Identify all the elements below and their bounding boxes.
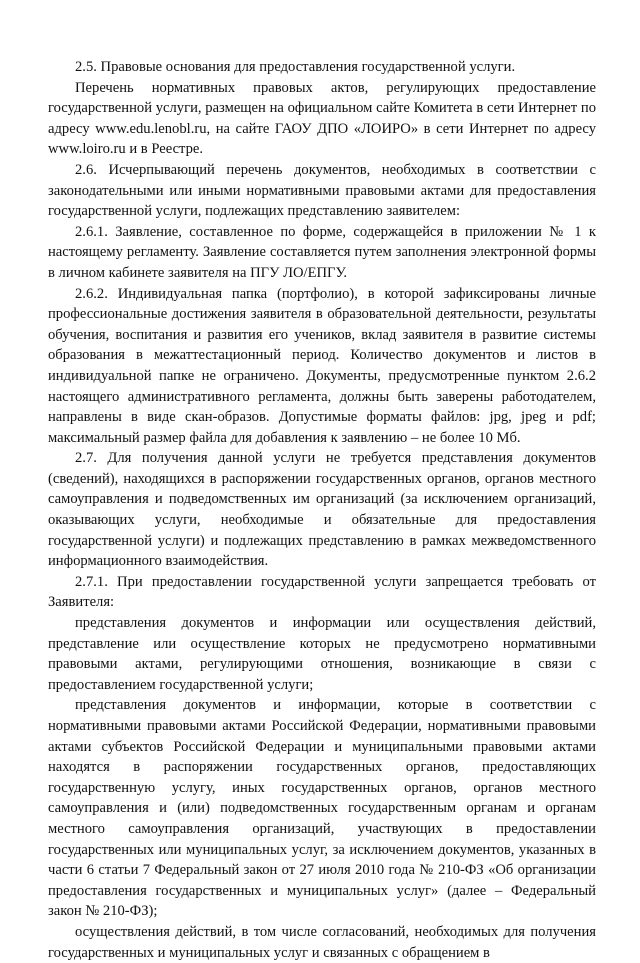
- paragraph-2-7: 2.7. Для получения данной услуги не требуется представления документов (сведений), находящихся в распоряжении государственных органов, органов местного самоуправления и подведомственных им организаций (за исключением организаций, оказывающих услуги, необходимые и обязательные для предоставления государственной услуги) и подлежащих представлению в рамках межведомственного информационного взаимодействия.: [48, 450, 596, 570]
- paragraph-legal-acts-list: Перечень нормативных правовых актов, регулирующих предоставление государственной услуги, размещен на официальном сайте Комитета в сети Интернет по адресу www.edu.lenobl.ru, на сайте ГАОУ ДПО «ЛОИРО» в сети Интернет по адресу www.loiro.ru и в Реестре.: [48, 79, 596, 158]
- paragraph-2-6-2: 2.6.2. Индивидуальная папка (портфолио), в которой зафиксированы личные профессиональные достижения заявителя в образовательной деятельности, результаты обучения, воспитания и развития его учеников, вклад заявителя в развитие системы образования в межаттестационный период. Количество документов и листов в индивидуальной папке не ограничено. Документы, предусмотренные пунктом 2.6.2 настоящего административного регламента, должны быть заверены работодателем, направлены в виде скан-образов. Допустимые форматы файлов: jpg, jpeg и pdf; максимальный размер файла для добавления к заявлению – не более 10 Мб.: [48, 285, 596, 446]
- paragraph-2-6-1: 2.6.1. Заявление, составленное по форме, содержащейся в приложении № 1 к настоящему регламенту. Заявление составляется путем заполнения электронной формы в личном кабинете заявителя на ПГУ ЛО/ЕПГУ.: [48, 223, 596, 281]
- paragraph-2-6-heading: 2.6. Исчерпывающий перечень документов, необходимых в соответствии с законодательными или иными нормативными правовыми актами для предоставления государственной услуги, подлежащих представлению заявителем:: [48, 161, 596, 220]
- paragraph-prohibition-2: представления документов и информации, которые в соответствии с нормативными правовыми актами Российской Федерации, нормативными правовыми актами субъектов Российской Федерации и муниципальными правовыми актами находятся в распоряжении государственных органов, предоставляющих государственную услугу, иных государственных органов, органов местного самоуправления и (или) подведомственных государственным органам и органам местного самоуправления организаций, участвующих в предоставлении государственных или муниципальных услуг, за исключением документов, указанных в части 6 статьи 7 Федеральный закон от 27 июля 2010 года № 210-ФЗ «Об организации предоставления государственных и муниципальных услуг» (далее – Федеральный закон № 210-ФЗ);: [48, 697, 596, 920]
- paragraph-prohibition-3: осуществления действий, в том числе согласований, необходимых для получения государственных и муниципальных услуг и связанных с обращением в: [48, 923, 596, 961]
- paragraph-2-7-1: 2.7.1. При предоставлении государственной услуги запрещается требовать от Заявителя:: [48, 573, 596, 611]
- document-page: [48, 57, 596, 963]
- paragraph-prohibition-1: представления документов и информации или осуществления действий, представление или осуществление которых не предусмотрено нормативными правовыми актами, регулирующими отношения, возникающие в связи с предоставлением государственной услуги;: [48, 615, 596, 693]
- paragraph-2-5-heading: 2.5. Правовые основания для предоставления государственной услуги.: [75, 59, 516, 75]
